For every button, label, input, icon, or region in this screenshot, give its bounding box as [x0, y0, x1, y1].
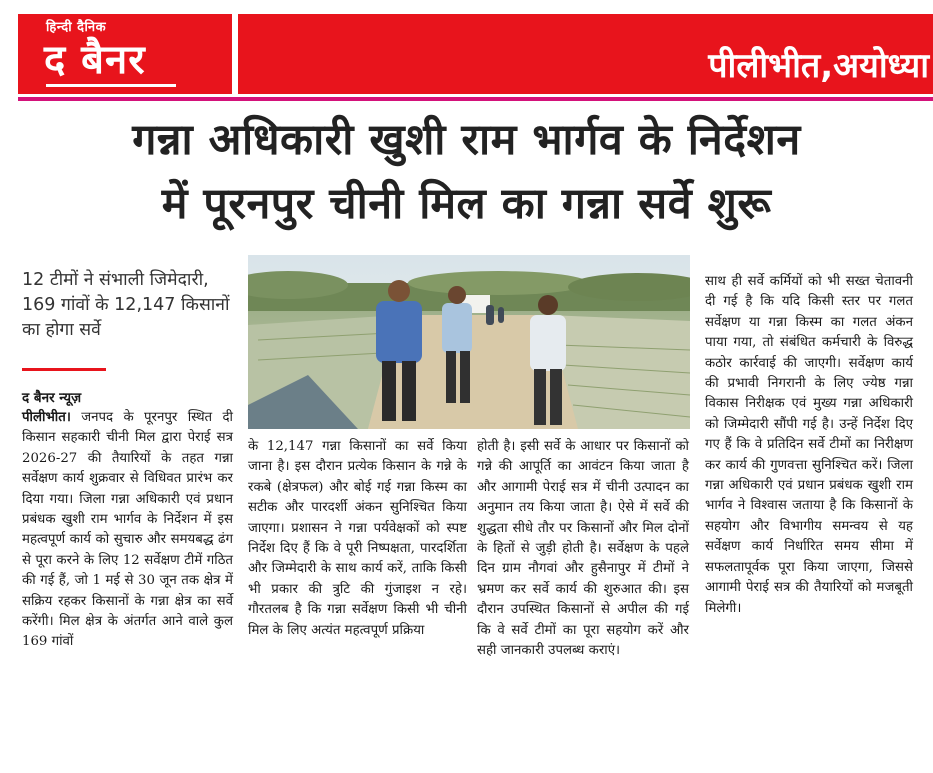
- headline-line-2: में पूरनपुर चीनी मिल का गन्ना सर्वे शुरू: [161, 179, 772, 229]
- masthead: [0, 0, 933, 95]
- headline-line-1: गन्ना अधिकारी खुशी राम भार्गव के निर्देशन: [132, 115, 801, 165]
- article-column-1: [22, 388, 233, 653]
- masthead-band: [238, 14, 933, 94]
- article-column-4: [705, 272, 913, 619]
- article-headline: [0, 108, 933, 236]
- field-inspection-photo: [248, 255, 690, 429]
- logo-underline: [46, 84, 176, 87]
- dateline: पीलीभीत।: [22, 410, 71, 425]
- deck-rule: [22, 368, 106, 371]
- logo-name: द बैनर: [44, 37, 146, 83]
- column-1-text: जनपद के पूरनपुर स्थित दी किसान सहकारी चीनी मिल द्वारा पेराई सत्र 2026-27 की तैयारियों के तहत गन्ना सर्वेक्षण कार्य शुक्रवार से विधिवत प्रारंभ कर दिया गया। जिला गन्ना अधिकारी एवं प्रधान प्रबंधक खुशी राम भार्गव के निर्देशन में इस महत्वपूर्ण कार्य को सुचारु और समयबद्ध ढंग से पूरा करने के लिए 12 सर्वेक्षण टीमें गठित की गई हैं, जो 1 मई से 30 जून तक क्षेत्र में सक्रिय रहकर किसानों के गन्ना क्षेत्र का सर्वे करेंगी। मिल क्षेत्र के अंतर्गत आने वाले कुल 169 गांवों: [22, 410, 233, 650]
- deck-line-1: 12 टीमों ने संभाली जिमेदारी,: [22, 270, 209, 290]
- column-2-text: के 12,147 गन्ना किसानों का सर्वे किया जाना है। इस दौरान प्रत्येक किसान के गन्ने के रकबे (क्षेत्रफल) और बोई गई गन्ना किस्म का सटीक और पारदर्शी अंकन सुनिश्चित किया जाएगा। प्रशासन ने गन्ना पर्यवेक्षकों को स्पष्ट निर्देश दिए हैं कि वे पूरी निष्पक्षता, पारदर्शिता और जिम्मेदारी के साथ कार्य करें, ताकि किसी भी प्रकार की त्रुटि की गुंजाइश न रहे। गौरतलब है कि गन्ना सर्वेक्षण किसी भी चीनी मिल के लिए अत्यंत महत्वपूर्ण प्रक्रिया: [248, 439, 467, 638]
- masthead-rule: [18, 97, 933, 101]
- byline: द बैनर न्यूज़: [22, 390, 82, 406]
- column-3-text: होती है। इसी सर्वे के आधार पर किसानों को गन्ने की आपूर्ति का आवंटन किया जाता है और आगामी पेराई सत्र में चीनी उत्पादन का अनुमान तय किया जाता है। ऐसे में सर्वे की शुद्धता सीधे तौर पर किसानों और मिल दोनों के हितों से जुड़ी होती है। सर्वेक्षण के पहले दिन ग्राम नौगवां और हुसैनापुर में टीमों ने भ्रमण कर सर्वे कार्य की शुरुआत की। इस दौरान उपस्थित किसानों से अपील की गई कि वे सर्वे टीमों का पूरा सहयोग करें और सही जानकारी उपलब्ध कराएं।: [477, 439, 689, 659]
- deck-line-3: का होगा सर्वे: [22, 320, 101, 340]
- article-deck: [22, 268, 232, 343]
- logo-tagline: हिन्दी दैनिक: [46, 20, 107, 35]
- article-photo: [248, 255, 690, 429]
- newspaper-logo[interactable]: [18, 14, 232, 94]
- article-column-2: [248, 437, 467, 641]
- edition-region: पीलीभीत,अयोध्या: [708, 46, 929, 86]
- deck-line-2: 169 गांवों के 12,147 किसानों: [22, 295, 230, 315]
- column-4-text: साथ ही सर्वे कर्मियों को भी सख्त चेतावनी दी गई है कि यदि किसी स्तर पर गलत सर्वेक्षण या गन्ना किस्म का गलत अंकन पाया गया, तो संबंधित कर्मचारी के विरुद्ध कठोर कार्रवाई की जाएगी। सर्वेक्षण कार्य की प्रभावी निगरानी के लिए ज्येष्ठ गन्ना विकास निरीक्षक एवं मुख्य गन्ना अधिकारी को जिम्मेदारी सौंपी गई है। उन्हें निर्देश दिए गए हैं कि वे प्रतिदिन सर्वे टीमों का निरीक्षण कर कार्य की गुणवत्ता सुनिश्चित करें। जिला गन्ना अधिकारी एवं प्रधान प्रबंधक खुशी राम भार्गव ने विश्वास जताया है कि किसानों के सहयोग और विभागीय समन्वय से यह सर्वेक्षण कार्य निर्धारित समय सीमा में सफलतापूर्वक पूरा किया जाएगा, जिससे आगामी पेराई सत्र की तैयारियों को मजबूती मिलेगी।: [705, 274, 913, 616]
- article-column-3: [477, 437, 689, 661]
